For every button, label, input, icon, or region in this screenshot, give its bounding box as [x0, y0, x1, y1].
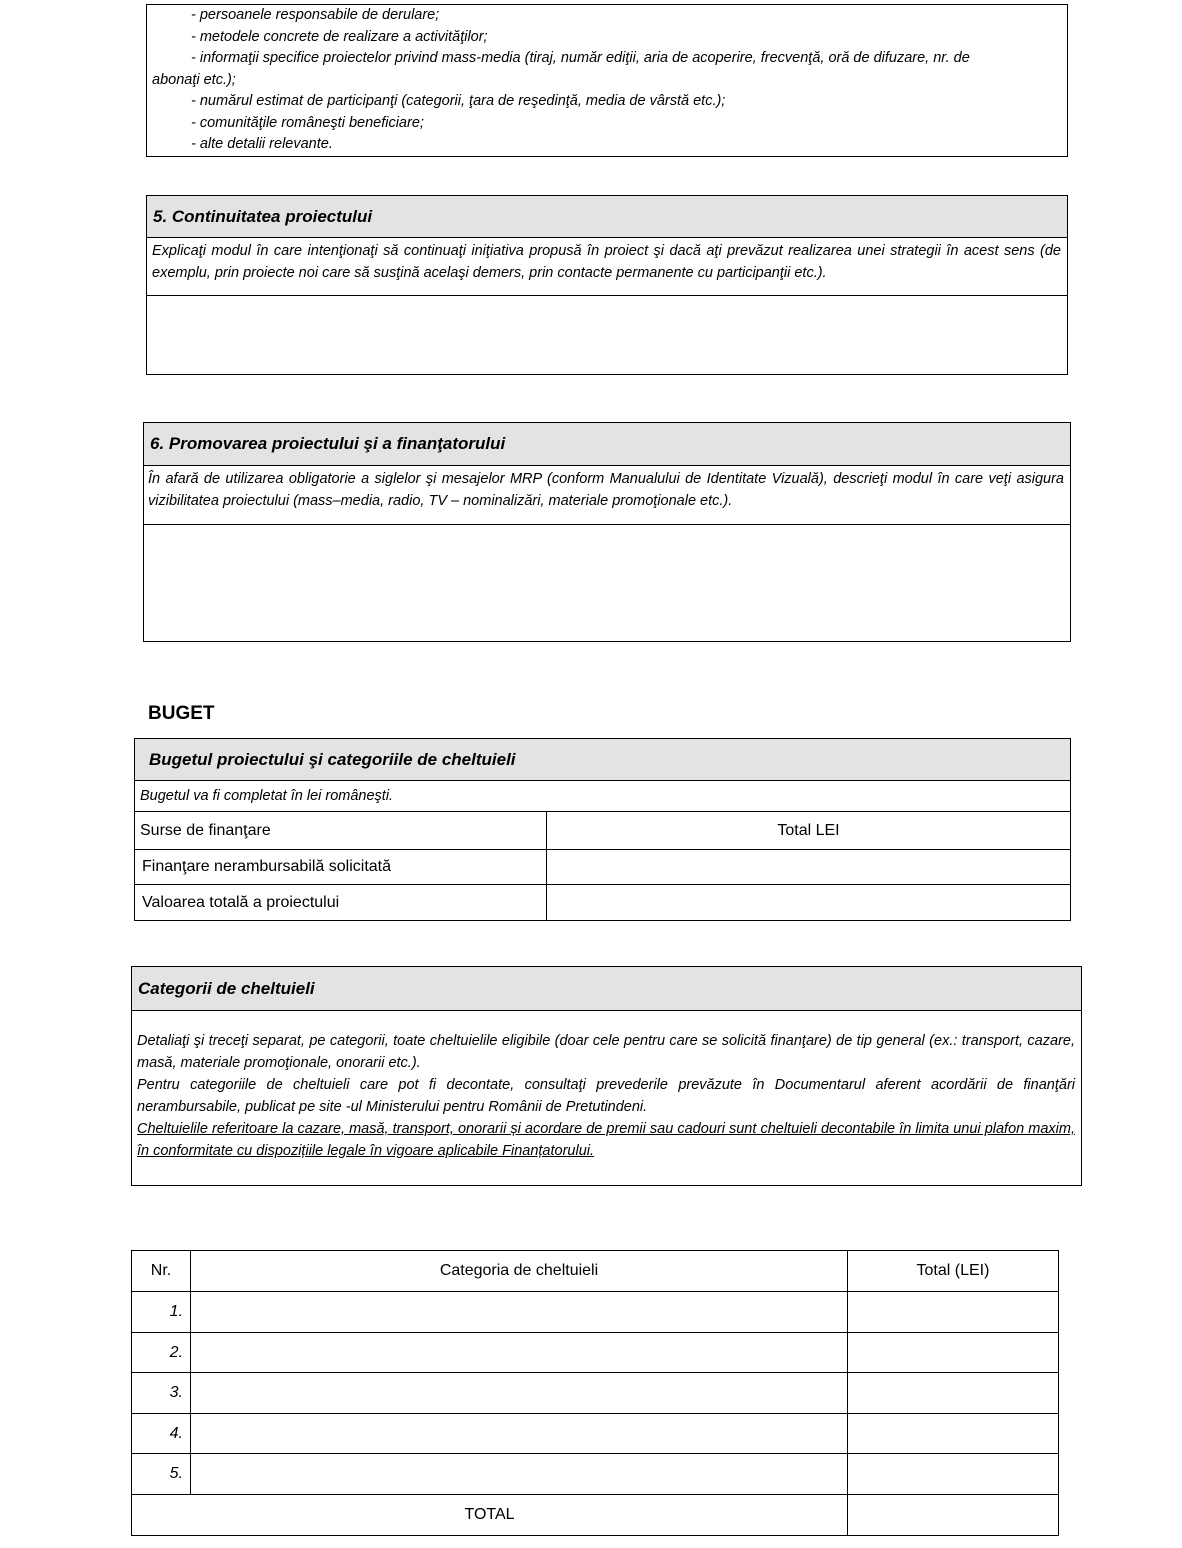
budget-value-cell[interactable]	[547, 850, 1071, 885]
list-item-continuation: abonaţi etc.);	[152, 71, 236, 88]
grand-total-cell[interactable]	[848, 1495, 1059, 1536]
total-header: Total (LEI)	[848, 1251, 1059, 1292]
budget-heading: BUGET	[148, 703, 215, 724]
section-6-title: 6. Promovarea proiectului şi a finanţatorului	[144, 423, 1070, 466]
budget-value-cell[interactable]	[547, 885, 1071, 921]
section-6-answer-field[interactable]	[144, 525, 1070, 640]
total-cell[interactable]	[848, 1414, 1059, 1454]
list-item: - informaţii specifice proiectelor privind mass-media (tiraj, număr ediţii, aria de acoperire, frecvenţă, oră de difuzare, nr. de	[191, 50, 970, 66]
funding-sources-header: Surse de finanţare	[135, 812, 547, 850]
category-cell[interactable]	[191, 1292, 848, 1333]
budget-row-label: Finanţare nerambursabilă solicitată	[135, 850, 547, 885]
instructions-paragraph: Pentru categoriile de cheltuieli care pot fi decontate, consultaţi prevederile prevăzute în Documentarul aferent acordării de finanţări nerambursabile, publicat pe site -ul Ministerului pentru Românii de Pretutindeni.	[137, 1077, 1075, 1115]
list-item: - alte detalii relevante.	[191, 136, 333, 152]
budget-note: Bugetul va fi completat în lei româneşti.	[135, 781, 1071, 812]
budget-table-title: Bugetul proiectului şi categoriile de cheltuieli	[135, 739, 1071, 781]
category-cell[interactable]	[191, 1333, 848, 1373]
category-cell[interactable]	[191, 1373, 848, 1414]
list-item: - numărul estimat de participanţi (categorii, ţara de reşedinţă, media de vârstă etc.);	[191, 93, 726, 109]
row-number: 2.	[132, 1333, 191, 1373]
instructions-paragraph: Detaliaţi şi treceţi separat, pe categorii, toate cheltuielile eligibile (doar cele pentru care se solicită finanţare) de tip general (ex.: transport, cazare, masă, materiale promoţionale, onorarii etc.).	[137, 1033, 1075, 1071]
nr-header: Nr.	[132, 1251, 191, 1292]
underlined-text: Cheltuielile referitoare la cazare, masă, transport, onorarii și acordare de premii sau cadouri sunt cheltuieli decontabile în limita unui plafon maxim, în conformitate cu dispozițiile legale în vigoare aplicabile Finanțatorului.	[137, 1121, 1075, 1159]
total-cell[interactable]	[848, 1454, 1059, 1495]
section-6-promotion	[143, 422, 1071, 642]
section-6-description: În afară de utilizarea obligatorie a siglelor şi mesajelor MRP (conform Manualului de Identitate Vizuală), descrieţi modul în care veţi asigura vizibilitatea proiectului (mass–media, radio, TV – nominalizări, materiale promoţionale etc.).	[144, 466, 1070, 525]
section-5-answer-field[interactable]	[147, 296, 1067, 373]
expense-categories-instructions	[132, 1011, 1081, 1162]
row-number: 1.	[132, 1292, 191, 1333]
list-item: - persoanele responsabile de derulare;	[191, 7, 440, 23]
total-cell[interactable]	[848, 1333, 1059, 1373]
section-5-continuity	[146, 195, 1068, 375]
expense-table	[131, 1250, 1059, 1536]
row-number: 5.	[132, 1454, 191, 1495]
section-5-description: Explicaţi modul în care intenţionaţi să continuaţi iniţiativa propusă în proiect şi dacă aţi prevăzut realizarea unei strategii în acest sens (de exemplu, prin proiecte noi care să susţină acelaşi demers, prin contacte permanente cu participanţii etc.).	[147, 238, 1067, 296]
expense-categories-title: Categorii de cheltuieli	[132, 967, 1081, 1011]
total-cell[interactable]	[848, 1373, 1059, 1414]
row-number: 4.	[132, 1414, 191, 1454]
category-cell[interactable]	[191, 1414, 848, 1454]
total-lei-header: Total LEI	[547, 812, 1071, 850]
list-item: - metodele concrete de realizare a activităţilor;	[191, 28, 488, 45]
total-label: TOTAL	[132, 1495, 848, 1536]
budget-row-label: Valoarea totală a proiectului	[135, 885, 547, 921]
category-header: Categoria de cheltuieli	[191, 1251, 848, 1292]
category-cell[interactable]	[191, 1454, 848, 1495]
total-cell[interactable]	[848, 1292, 1059, 1333]
list-item: - comunităţile româneşti beneficiare;	[191, 114, 424, 131]
activities-details-box	[146, 4, 1068, 157]
instructions-paragraph-underlined	[137, 1118, 1075, 1162]
budget-table	[134, 738, 1071, 921]
expense-categories-box	[131, 966, 1082, 1186]
row-number: 3.	[132, 1373, 191, 1414]
section-5-title: 5. Continuitatea proiectului	[147, 196, 1067, 238]
